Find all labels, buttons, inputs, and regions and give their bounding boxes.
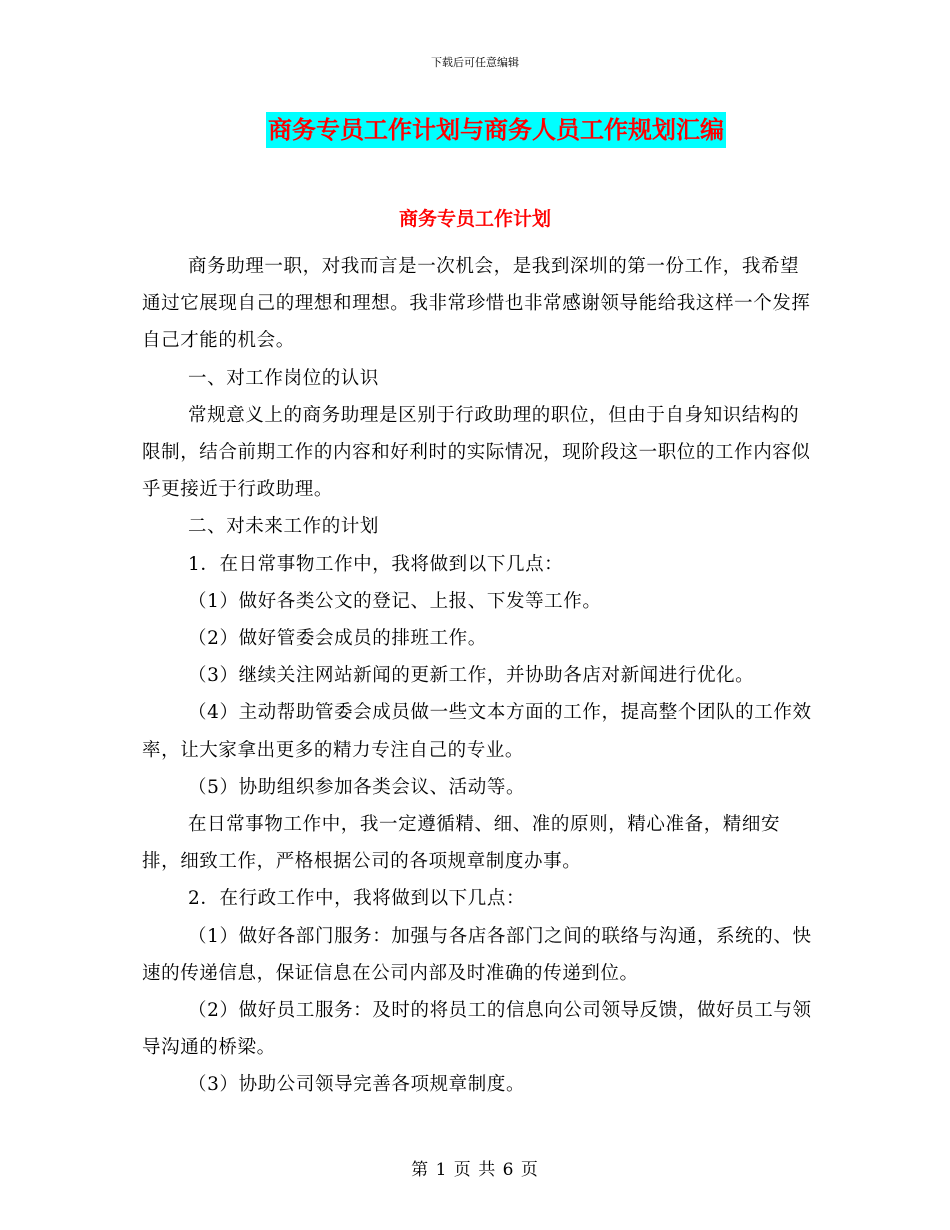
list-item-daily-1: （1）做好各类公文的登记、上报、下发等工作。 (188, 590, 602, 612)
heading-role-understanding: 一、对工作岗位的认识 (188, 367, 380, 389)
header-note: 下载后可任意编辑 (431, 56, 519, 69)
list-item-daily-2: （2）做好管委会成员的排班工作。 (188, 628, 487, 650)
list-item-daily-4: （4）主动帮助管委会成员做一些文本方面的工作，提高整个团队的工作效率，让大家拿出更多的精力专注自己的专业。 (142, 702, 812, 761)
paragraph-intro: 商务助理一职，对我而言是一次机会，是我到深圳的第一份工作，我希望通过它展现自己的理想和理想。我非常珍惜也非常感谢领导能给我这样一个发挥自己才能的机会。 (142, 256, 811, 352)
subheading-admin-work: 2．在行政工作中，我将做到以下几点： (188, 888, 526, 910)
list-item-admin-2: （2）做好员工服务：及时的将员工的信息向公司领导反馈，做好员工与领导沟通的桥梁。 (142, 1000, 812, 1059)
paragraph-daily-principle: 在日常事物工作中，我一定遵循精、细、准的原则，精心准备，精细安排，细致工作，严格根据公司的各项规章制度办事。 (142, 814, 781, 873)
list-item-daily-5: （5）协助组织参加各类会议、活动等。 (188, 776, 526, 798)
document-title: 商务专员工作计划与商务人员工作规划汇编 (266, 112, 726, 148)
document-body (142, 248, 812, 1104)
document-title-wrap (0, 112, 950, 148)
heading-future-plan: 二、对未来工作的计划 (188, 516, 380, 538)
section-title: 商务专员工作计划 (398, 208, 551, 230)
subheading-daily-work: 1．在日常事物工作中，我将做到以下几点： (188, 553, 564, 575)
list-item-admin-3: （3）协助公司领导完善各项规章制度。 (188, 1074, 526, 1096)
paragraph-role-description: 常规意义上的商务助理是区别于行政助理的职位，但由于自身知识结构的限制，结合前期工作的内容和好利时的实际情况，现阶段这一职位的工作内容似乎更接近于行政助理。 (142, 404, 811, 501)
list-item-admin-1: （1）做好各部门服务：加强与各店各部门之间的联络与沟通，系统的、快速的传递信息，保证信息在公司内部及时准确的传递到位。 (142, 925, 812, 984)
page-footer: 第 1 页 共 6 页 (411, 1160, 539, 1180)
list-item-daily-3: （3）继续关注网站新闻的更新工作，并协助各店对新闻进行优化。 (188, 665, 755, 687)
